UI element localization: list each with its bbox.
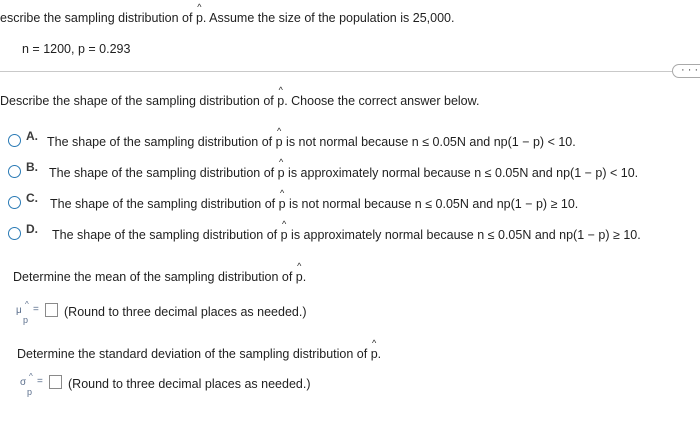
question-text-end: . Assume the size of the population is 25,000. (202, 11, 455, 25)
option-text-end: is not normal because n ≤ 0.05N and np(1 − p) ≥ 10. (285, 197, 579, 211)
part1-prompt (0, 94, 479, 108)
part3-prompt-start: Determine the standard deviation of the sampling distribution of (17, 347, 371, 361)
option-text-start: The shape of the sampling distribution of (50, 197, 279, 211)
equals-sign: = (33, 304, 39, 315)
mean-answer-input[interactable] (45, 303, 58, 317)
subscript-p: p (27, 387, 33, 397)
p-hat-symbol: ^ p (196, 11, 203, 25)
option-b[interactable] (0, 160, 650, 186)
part1-prompt-end: . Choose the correct answer below. (284, 94, 480, 108)
option-b-radio[interactable] (8, 165, 21, 178)
part1-prompt-start: Describe the shape of the sampling distribution of (0, 94, 278, 108)
option-text-start: The shape of the sampling distribution of (47, 135, 276, 149)
hat-mark: ^ (29, 372, 33, 381)
std-dev-answer-input[interactable] (49, 375, 62, 389)
part3-prompt-end: . (377, 347, 382, 361)
given-values: n = 1200, p = 0.293 (22, 42, 131, 56)
option-text-end: is not normal because n ≤ 0.05N and np(1 − p) < 10. (282, 135, 576, 149)
option-c[interactable] (0, 191, 600, 217)
question-text (0, 11, 454, 25)
question-text-start: escribe the sampling distribution of (0, 11, 196, 25)
option-a-letter: A. (26, 129, 38, 143)
part3-prompt (17, 347, 381, 361)
option-text-end: is approximately normal because n ≤ 0.05N and np(1 − p) < 10. (284, 166, 639, 180)
option-b-letter: B. (26, 160, 38, 174)
p-hat-symbol: ^ p (296, 270, 303, 284)
hat-mark: ^ (25, 300, 29, 309)
p-hat-symbol: ^ p (276, 135, 283, 149)
p-hat-symbol: ^ p (279, 197, 286, 211)
sigma-symbol: σ (20, 377, 27, 388)
option-c-radio[interactable] (8, 196, 21, 209)
p-hat-symbol: ^ p (278, 166, 285, 180)
option-text-start: The shape of the sampling distribution of (52, 228, 281, 242)
section-divider (0, 71, 672, 72)
p-hat-symbol: ^ p (371, 347, 378, 361)
option-c-text (50, 197, 578, 211)
part2-prompt (13, 270, 306, 284)
part2-prompt-start: Determine the mean of the sampling distribution of (13, 270, 296, 284)
part2-prompt-end: . (302, 270, 307, 284)
option-d-text (52, 228, 641, 242)
p-hat-symbol: ^ p (281, 228, 288, 242)
option-d-letter: D. (26, 222, 38, 236)
std-dev-rounding-hint: (Round to three decimal places as needed.) (68, 377, 311, 391)
option-text-end: is approximately normal because n ≤ 0.05N and np(1 − p) ≥ 10. (287, 228, 641, 242)
option-d[interactable] (0, 222, 660, 248)
option-a-text (47, 135, 576, 149)
mu-symbol: μ (16, 305, 22, 316)
option-a[interactable] (0, 129, 600, 155)
p-hat-symbol: ^ p (277, 94, 284, 108)
option-c-letter: C. (26, 191, 38, 205)
mean-rounding-hint: (Round to three decimal places as needed.) (64, 305, 307, 319)
option-d-radio[interactable] (8, 227, 21, 240)
option-text-start: The shape of the sampling distribution of (49, 166, 278, 180)
option-a-radio[interactable] (8, 134, 21, 147)
more-options-button[interactable]: · · · (672, 64, 700, 78)
subscript-p: p (23, 315, 29, 325)
option-b-text (49, 166, 638, 180)
equals-sign: = (37, 376, 43, 387)
